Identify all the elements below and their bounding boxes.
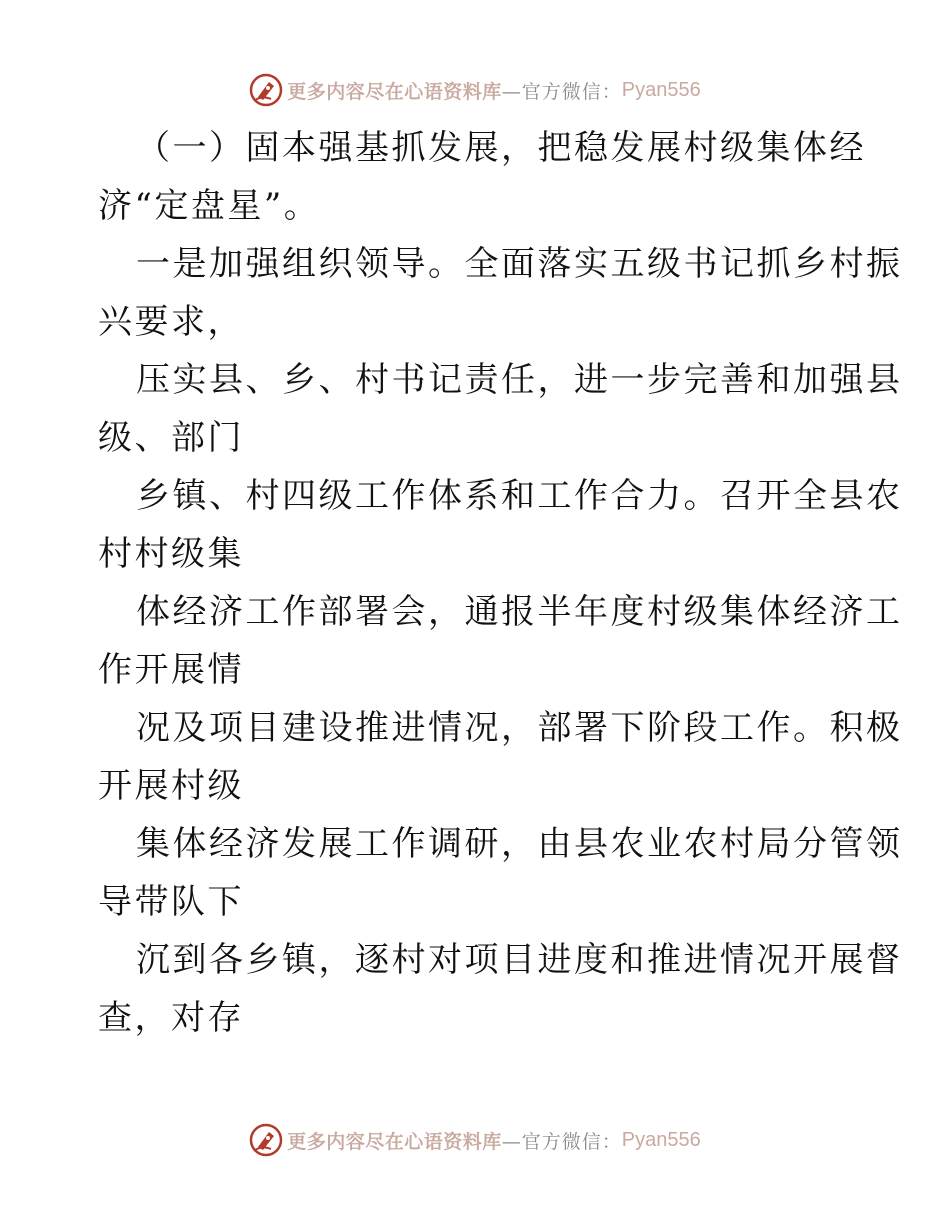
paragraph-line: 兴要求， <box>98 302 244 342</box>
watermark-sub-text: —官方微信： <box>501 1130 622 1153</box>
paragraph-line: 村村级集 <box>98 534 244 574</box>
paragraph-line: 作开展情 <box>98 650 244 690</box>
watermark-sub-text: —官方微信： <box>501 80 622 103</box>
watermark-main-text: 更多内容尽在心语资料库 <box>287 80 502 103</box>
paragraph-line: 级、部门 <box>98 418 244 458</box>
paragraph-line: 乡镇、村四级工作体系和工作合力。召开全县农 <box>136 476 903 516</box>
paragraph-line: 导带队下 <box>98 882 244 922</box>
header-watermark <box>0 70 950 110</box>
pen-nib-logo-icon <box>249 1123 283 1157</box>
paragraph-line: 沉到各乡镇，逐村对项目进度和推进情况开展督 <box>136 940 903 980</box>
paragraph-line: 体经济工作部署会，通报半年度村级集体经济工 <box>136 592 903 632</box>
watermark-account: Pyan556 <box>621 1128 701 1151</box>
paragraph-line: 济“定盘星”。 <box>98 186 321 226</box>
pen-nib-logo-icon <box>249 73 283 107</box>
paragraph-line: 查，对存 <box>98 998 244 1038</box>
paragraph-line: 压实县、乡、村书记责任，进一步完善和加强县 <box>136 360 903 400</box>
watermark-account: Pyan556 <box>621 78 701 101</box>
paragraph-line: （一）固本强基抓发展，把稳发展村级集体经 <box>136 128 866 168</box>
document-body <box>98 119 903 1047</box>
paragraph-line: 况及项目建设推进情况，部署下阶段工作。积极 <box>136 708 903 748</box>
paragraph-line: 集体经济发展工作调研，由县农业农村局分管领 <box>136 824 903 864</box>
watermark-main-text: 更多内容尽在心语资料库 <box>287 1130 502 1153</box>
paragraph-line: 一是加强组织领导。全面落实五级书记抓乡村振 <box>136 244 903 284</box>
footer-watermark <box>0 1120 950 1160</box>
paragraph-line: 开展村级 <box>98 766 244 806</box>
